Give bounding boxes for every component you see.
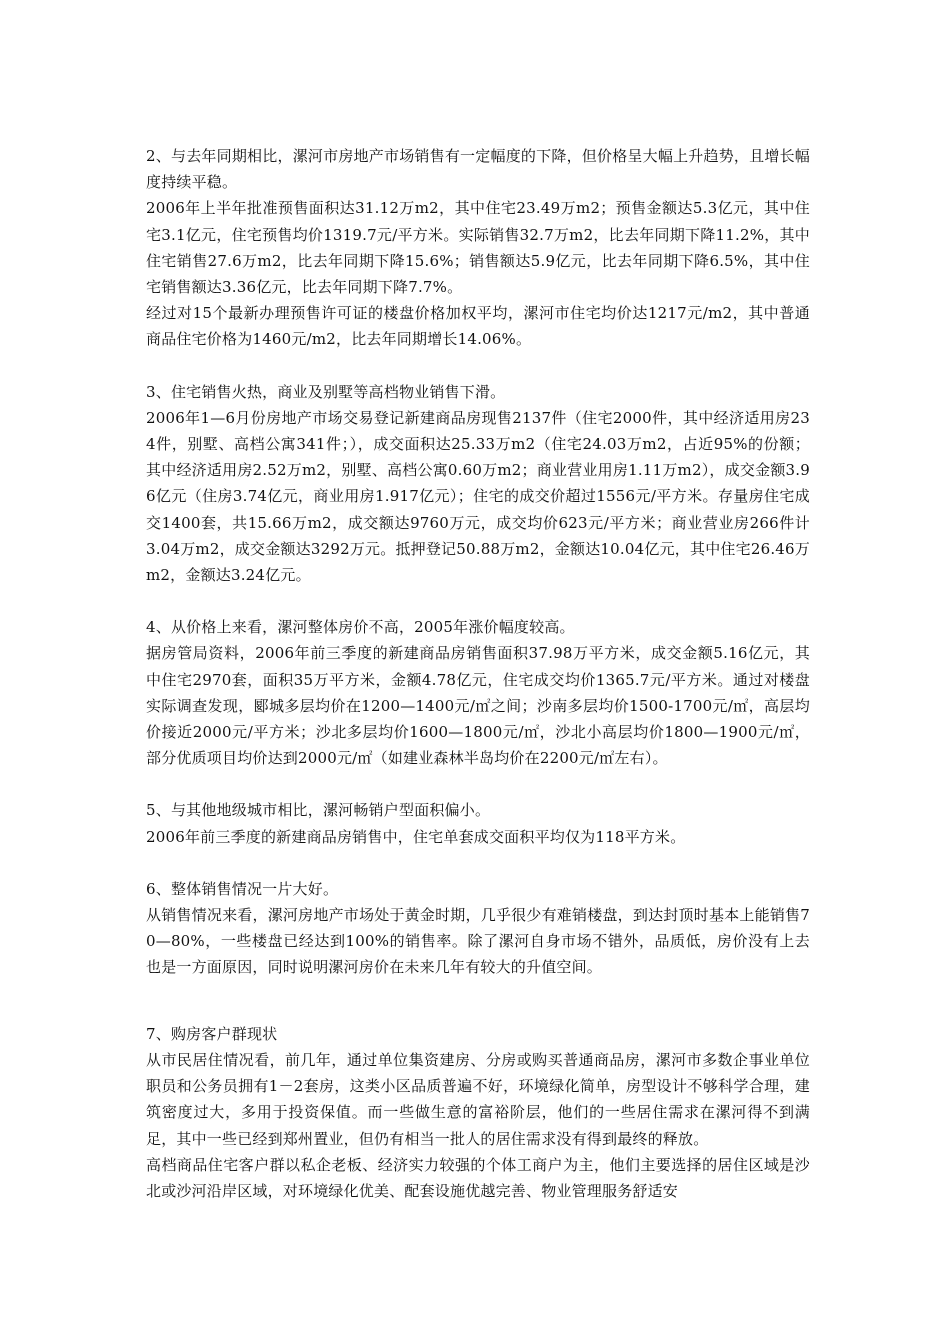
- paragraph: 从销售情况来看，漯河房地产市场处于黄金时期，几乎很少有难销楼盘，到达封顶时基本上能销售70—80%，一些楼盘已经达到100%的销售率。除了漯河自身市场不错外，品质低，房价没有上去也是一方面原因，同时说明漯河房价在未来几年有较大的升值空间。: [146, 906, 810, 977]
- section-3: [146, 379, 810, 589]
- paragraph: 据房管局资料，2006年前三季度的新建商品房销售面积37.98万平方米，成交金额5.16亿元，其中住宅2970套，面积35万平方米，金额4.78亿元，住宅成交均价1365.7元/平方米。通过对楼盘实际调查发现，郾城多层均价在1200—1400元/㎡之间；沙南多层均价1500-1700元/㎡，高层均价接近2000元/平方米；沙北多层均价1600—1800元/㎡，沙北小高层均价1800—1900元/㎡，部分优质项目均价达到2000元/㎡（如建业森林半岛均价在2200元/㎡左右）。: [146, 644, 810, 768]
- section-heading: 2、与去年同期相比，漯河市房地产市场销售有一定幅度的下降，但价格呈大幅上升趋势，且增长幅度持续平稳。: [146, 147, 810, 192]
- section-7: [146, 1021, 810, 1204]
- paragraph: 经过对15个最新办理预售许可证的楼盘价格加权平均，漯河市住宅均价达1217元/m2，其中普通商品住宅价格为1460元/m2，比去年同期增长14.06%。: [146, 304, 810, 349]
- paragraph: 2006年上半年批准预售面积达31.12万m2，其中住宅23.49万m2；预售金额达5.3亿元，其中住宅3.1亿元，住宅预售均价1319.7元/平方米。实际销售32.7万m2，比去年同期下降11.2%，其中住宅销售27.6万m2，比去年同期下降15.6%；销售额达5.9亿元，比去年同期下降6.5%，其中住宅销售额达3.36亿元，比去年同期下降7.7%。: [146, 199, 810, 297]
- paragraph: 从市民居住情况看，前几年，通过单位集资建房、分房或购买普通商品房，漯河市多数企事业单位职员和公务员拥有1－2套房，这类小区品质普遍不好，环境绿化简单，房型设计不够科学合理，建筑密度过大，多用于投资保值。而一些做生意的富裕阶层，他们的一些居住需求在漯河得不到满足，其中一些已经到郑州置业，但仍有相当一批人的居住需求没有得到最终的释放。: [146, 1050, 810, 1148]
- section-heading: 3、住宅销售火热，商业及别墅等高档物业销售下滑。: [146, 382, 506, 401]
- section-6: [146, 876, 810, 981]
- section-5: [146, 797, 810, 849]
- section-heading: 5、与其他地级城市相比，漯河畅销户型面积偏小。: [146, 801, 491, 820]
- document-page: [146, 143, 810, 1204]
- section-heading: 6、整体销售情况一片大好。: [146, 879, 339, 898]
- paragraph: 高档商品住宅客户群以私企老板、经济实力较强的个体工商户为主，他们主要选择的居住区域是沙北或沙河沿岸区域，对环境绿化优美、配套设施优越完善、物业管理服务舒适安: [146, 1155, 810, 1200]
- paragraph: 2006年1—6月份房地产市场交易登记新建商品房现售2137件（住宅2000件，其中经济适用房234件，别墅、高档公寓341件；），成交面积达25.33万m2（住宅24.03万m2，占近95%的份额；其中经济适用房2.52万m2，别墅、高档公寓0.60万m2；商业营业用房1.11万m2），成交金额3.96亿元（住房3.74亿元，商业用房1.917亿元）；住宅的成交价超过1556元/平方米。存量房住宅成交1400套，共15.66万m2，成交额达9760万元，成交均价623元/平方米；商业营业房266件计3.04万m2，成交金额达3292万元。抵押登记50.88万m2，金额达10.04亿元，其中住宅26.46万m2，金额达3.24亿元。: [146, 408, 810, 585]
- section-heading: 7、购房客户群现状: [146, 1024, 278, 1043]
- paragraph: 2006年前三季度的新建商品房销售中，住宅单套成交面积平均仅为118平方米。: [146, 827, 686, 846]
- section-heading: 4、从价格上来看，漯河整体房价不高，2005年涨价幅度较高。: [146, 618, 575, 637]
- section-2: [146, 143, 810, 353]
- section-4: [146, 614, 810, 771]
